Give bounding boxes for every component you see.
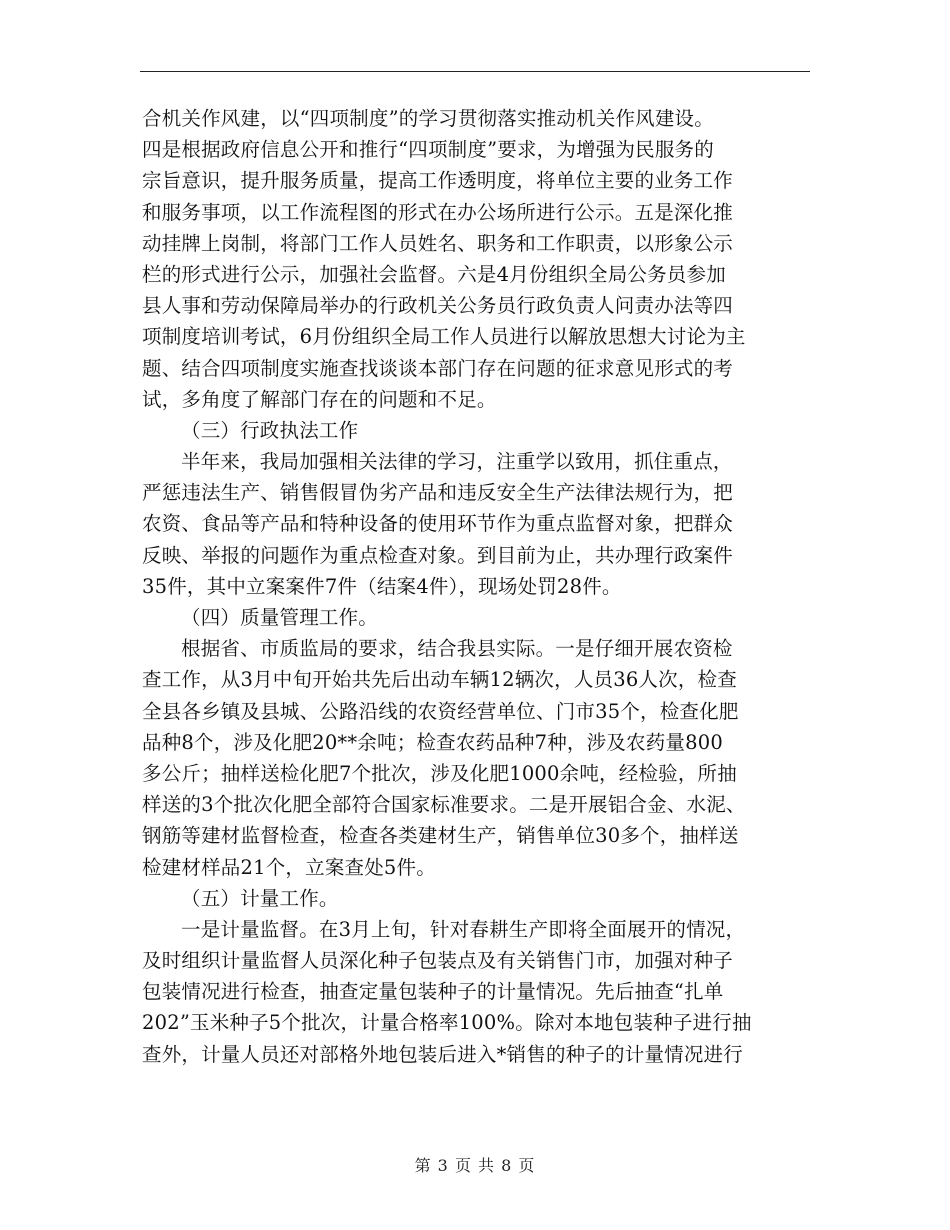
text-line: 半年来，我局加强相关法律的学习，注重学以致用，抓住重点， (181, 450, 733, 474)
text-line: 栏的形式进行公示，加强社会监督。六是4月份组织全局公务员参加 (142, 262, 726, 286)
text-line: （四）质量管理工作。 (181, 606, 379, 629)
text-line: 和服务事项，以工作流程图的形式在办公场所进行公示。五是深化推 (142, 200, 734, 224)
text-line: 县人事和劳动保障局举办的行政机关公务员行政负责人问责办法等四 (142, 294, 734, 318)
text-line: 检建材样品21个，立案查处5件。 (142, 855, 436, 879)
page-number: 第 3 页 共 8 页 (414, 1156, 536, 1175)
text-line: 反映、举报的问题作为重点检查对象。到目前为止，共办理行政案件 (142, 543, 734, 567)
text-line: 一是计量监督。在3月上旬，针对春耕生产即将全面展开的情况， (181, 917, 746, 941)
text-line: 试，多角度了解部门存在的问题和不足。 (142, 387, 497, 411)
text-line: 多公斤；抽样送检化肥7个批次，涉及化肥1000余吨，经检验，所抽 (142, 761, 737, 785)
text-line: 四是根据政府信息公开和推行“四项制度”要求，为增强为民服务的 (142, 138, 714, 162)
text-line: 全县各乡镇及县城、公路沿线的农资经营单位、门市35个，检查化肥 (142, 699, 739, 723)
text-line: 品种8个，涉及化肥20**余吨；检查农药品种7种，涉及农药量800 (142, 730, 723, 754)
text-line: 35件，其中立案案件7件（结案4件），现场处罚28件。 (142, 574, 622, 598)
text-line: 农资、食品等产品和特种设备的使用环节作为重点监督对象，把群众 (142, 512, 734, 536)
text-line: 查工作，从3月中旬开始共先后出动车辆12辆次，人员36人次，检查 (142, 668, 737, 692)
text-line: 合机关作风建，以“四项制度”的学习贯彻落实推动机关作风建设。 (142, 107, 714, 130)
text-line: 钢筋等建材监督检查，检查各类建材生产，销售单位30多个，抽样送 (142, 824, 739, 848)
text-line: （五）计量工作。 (181, 886, 339, 910)
text-line: 包装情况进行检查，抽查定量包装种子的计量情况。先后抽查“扎单 (142, 980, 724, 1004)
text-line: 动挂牌上岗制，将部门工作人员姓名、职务和工作职责，以形象公示 (142, 231, 734, 255)
header-rule (140, 71, 810, 72)
text-line: （三）行政执法工作 (181, 418, 359, 442)
text-line: 严惩违法生产、销售假冒伪劣产品和违反安全生产法律法规行为，把 (142, 481, 734, 505)
text-line: 题、结合四项制度实施查找谈谈本部门存在问题的征求意见形式的考 (142, 356, 734, 380)
text-line: 样送的3个批次化肥全部符合国家标准要求。二是开展铝合金、水泥、 (142, 793, 746, 817)
text-line: 查外，计量人员还对部格外地包装后进入*销售的种子的计量情况进行 (142, 1042, 743, 1066)
text-line: 项制度培训考试，6月份组织全局工作人员进行以解放思想大讨论为主 (142, 325, 746, 349)
text-line: 宗旨意识，提升服务质量，提高工作透明度，将单位主要的业务工作 (142, 169, 734, 193)
text-line: 及时组织计量监督人员深化种子包装点及有关销售门市，加强对种子 (142, 949, 734, 973)
text-line: 根据省、市质监局的要求，结合我县实际。一是仔细开展农资检 (181, 637, 733, 661)
text-line: 202”玉米种子5个批次，计量合格率100%。除对本地包装种子进行抽 (142, 1011, 752, 1035)
document-body (142, 103, 812, 1070)
